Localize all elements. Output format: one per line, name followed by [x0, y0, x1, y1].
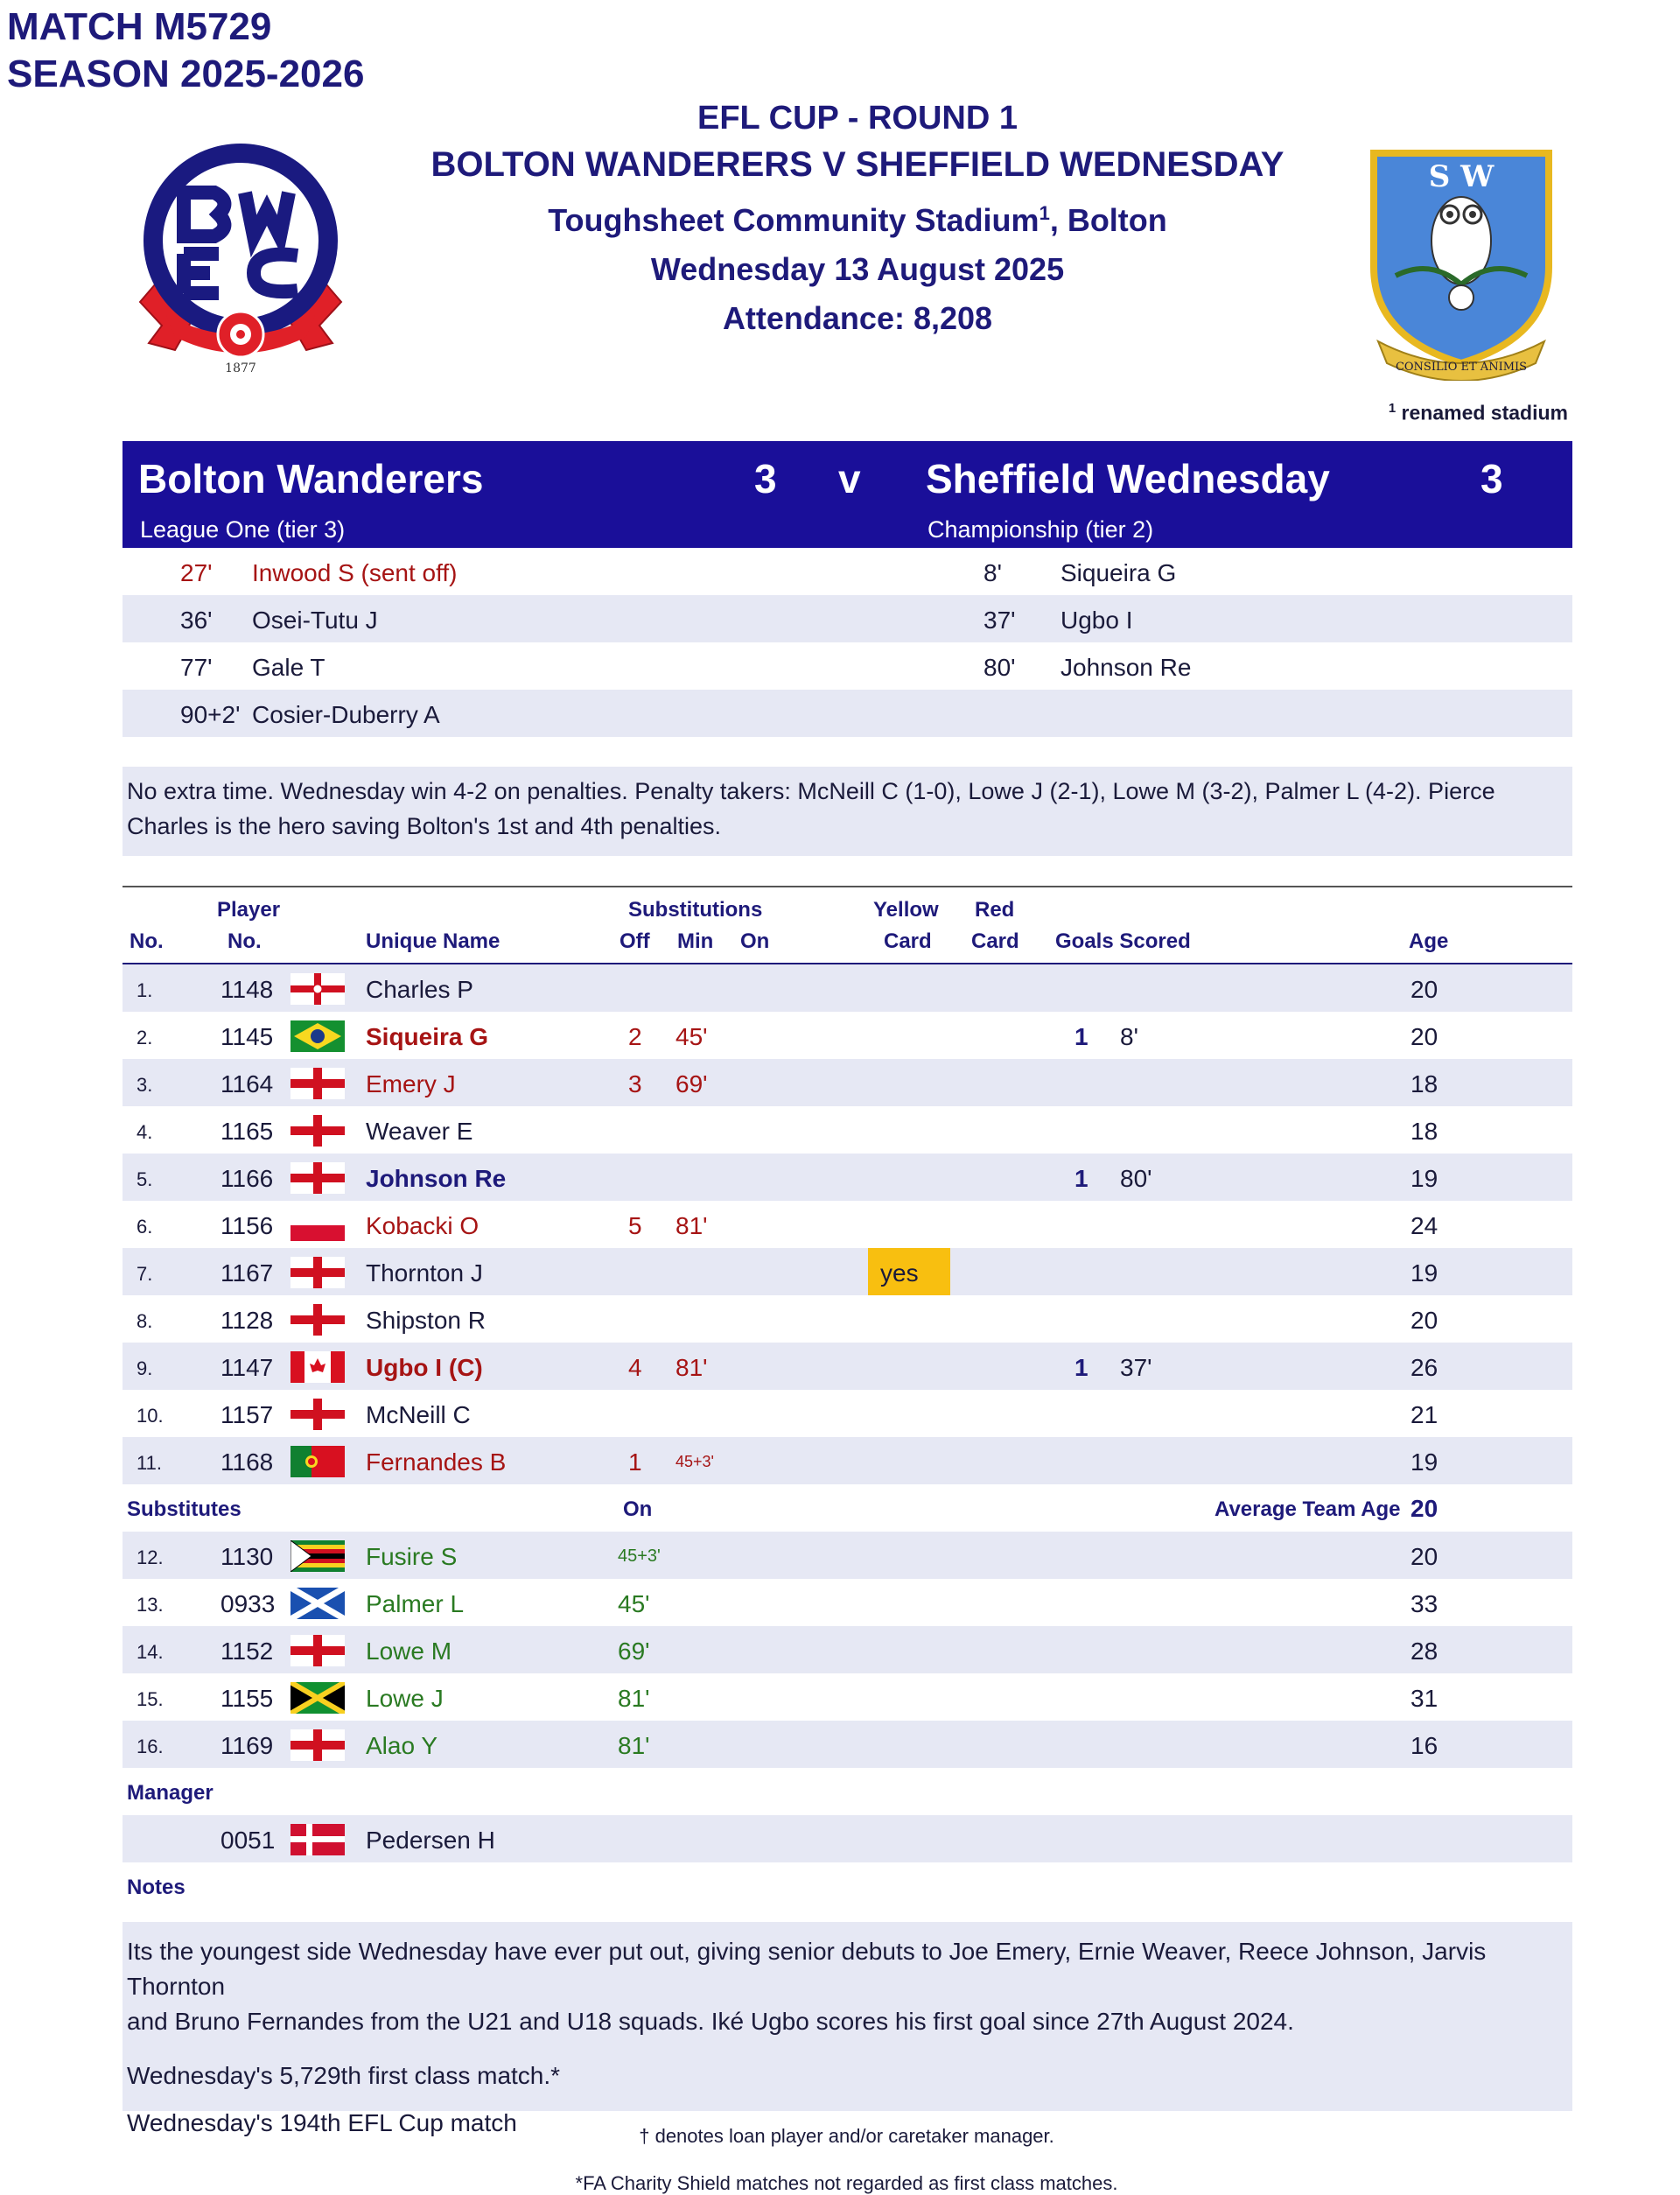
player-name: Thornton J [366, 1259, 483, 1287]
yellow-card-cell [868, 1248, 950, 1295]
player-age: 24 [1410, 1212, 1438, 1239]
col-header-player-no: No. [228, 929, 262, 953]
match-header [7, 4, 364, 98]
player-age: 20 [1410, 1307, 1438, 1334]
shirt-order: 11. [136, 1452, 162, 1474]
player-name: McNeill C [366, 1401, 471, 1428]
shirt-order: 5. [136, 1168, 153, 1190]
player-age: 33 [1410, 1590, 1438, 1617]
scorer-row [122, 595, 1572, 642]
manager-label: Manager [127, 1781, 214, 1805]
summary-line: Charles is the hero saving Bolton's 1st and 4th penalties. [127, 813, 722, 839]
col-header-unique-name: Unique Name [366, 929, 500, 953]
sub-on-minute: 69' [618, 1637, 650, 1665]
shirt-order: 16. [136, 1736, 164, 1757]
player-number: 1156 [220, 1212, 274, 1239]
shirt-order: 2. [136, 1027, 153, 1048]
england-flag-icon [290, 1729, 345, 1761]
versus-label: v [838, 456, 861, 501]
notes-label: Notes [127, 1876, 186, 1899]
player-name: Weaver E [366, 1118, 473, 1145]
col-header-age: Age [1409, 929, 1449, 953]
england-flag-icon [290, 1115, 345, 1147]
brazil-flag-icon [290, 1020, 345, 1052]
scotland-flag-icon [290, 1588, 345, 1619]
footnote-text: renamed stadium [1396, 401, 1568, 424]
starter-row [122, 1154, 1572, 1201]
player-number: 0933 [220, 1590, 276, 1617]
average-age-label: Average Team Age [1214, 1497, 1401, 1521]
england-flag-icon [290, 1068, 345, 1099]
stadium-town: , Bolton [1049, 202, 1167, 238]
away-scorer-name: Ugbo I [1060, 607, 1133, 634]
player-name: Lowe J [366, 1685, 444, 1712]
away-goal-minute: 80' [984, 654, 1016, 681]
goal-minute: 8' [1120, 1023, 1138, 1050]
player-name: Fusire S [366, 1543, 458, 1570]
home-goal-minute: 27' [180, 559, 213, 586]
sub-off-number: 2 [628, 1023, 642, 1050]
stadium-name: Toughsheet Community Stadium [548, 202, 1040, 238]
shirt-order: 15. [136, 1688, 164, 1710]
goals-count: 1 [1074, 1165, 1088, 1192]
shirt-order: 13. [136, 1594, 164, 1616]
player-name: Ugbo I (C) [366, 1354, 483, 1381]
player-age: 19 [1410, 1259, 1438, 1287]
substitute-row [122, 1626, 1572, 1673]
home-goal-minute: 77' [180, 654, 213, 681]
starter-row [122, 1390, 1572, 1437]
portugal-flag-icon [290, 1446, 345, 1477]
home-scorer-name: Cosier-Duberry A [252, 701, 440, 728]
player-number: 1165 [220, 1118, 274, 1145]
away-scorer-name: Johnson Re [1060, 654, 1192, 681]
player-name: Palmer L [366, 1590, 465, 1617]
col-header-no: No. [130, 929, 164, 953]
col-header-yellow: Yellow [873, 898, 939, 922]
col-header-goals: Goals Scored [1055, 929, 1191, 953]
home-scorer-name: Osei-Tutu J [252, 607, 378, 634]
bolton-year: 1877 [225, 361, 256, 375]
swfc-letters: S W [1428, 159, 1494, 194]
col-header-player: Player [217, 898, 281, 922]
loan-footnote: † denotes loan player and/or caretaker manager. [639, 2125, 1054, 2147]
player-age: 20 [1410, 1543, 1438, 1570]
goal-minute: 80' [1120, 1165, 1152, 1192]
substitute-row [122, 1579, 1572, 1626]
notes-line: Its the youngest side Wednesday have ever put out, giving senior debuts to Joe Emery, Ernie Weaver, Reece Johnson, Jarvis Thornton [127, 1938, 1487, 2000]
starter-row [122, 1059, 1572, 1106]
starter-row [122, 1201, 1572, 1248]
player-number: 1130 [220, 1543, 274, 1570]
shirt-order: 9. [136, 1357, 153, 1379]
summary-text [122, 767, 1572, 844]
player-name: Shipston R [366, 1307, 486, 1334]
home-score: 3 [754, 456, 777, 501]
canada-flag-icon [290, 1351, 345, 1383]
bolton-crest-logo [131, 140, 350, 376]
home-goal-minute: 90+2' [180, 701, 241, 728]
shirt-order: 1. [136, 979, 153, 1001]
shirt-order: 4. [136, 1121, 153, 1143]
player-name: Johnson Re [366, 1165, 507, 1192]
swfc-motto: CONSILIO ET ANIMIS [1395, 361, 1528, 374]
stadium-footnote [1389, 401, 1568, 425]
col-header-red: Red [975, 898, 1015, 922]
northern-ireland-flag-icon [290, 973, 345, 1005]
zimbabwe-flag-icon [290, 1540, 345, 1572]
home-league: League One (tier 3) [140, 516, 346, 543]
manager-header [122, 1768, 1572, 1815]
away-score: 3 [1480, 456, 1503, 501]
away-league: Championship (tier 2) [928, 516, 1154, 543]
sub-off-number: 4 [628, 1354, 642, 1381]
player-age: 19 [1410, 1165, 1438, 1192]
shirt-order: 14. [136, 1641, 164, 1663]
match-date: Wednesday 13 August 2025 [650, 251, 1065, 287]
player-age: 19 [1410, 1448, 1438, 1476]
shirt-order: 3. [136, 1074, 153, 1096]
jamaica-flag-icon [290, 1682, 345, 1714]
player-number: 1164 [220, 1070, 274, 1098]
player-age: 20 [1410, 976, 1438, 1003]
season-label: SEASON 2025-2026 [7, 53, 365, 95]
player-number: 1128 [220, 1307, 274, 1334]
sub-on-minute: 81' [618, 1685, 650, 1712]
player-age: 26 [1410, 1354, 1438, 1381]
shirt-order: 6. [136, 1216, 153, 1238]
sub-on-minute: 45' [618, 1590, 650, 1617]
swfc-crest-logo [1361, 144, 1562, 381]
sub-on-minute: 45+3' [618, 1546, 661, 1566]
sub-off-number: 1 [628, 1448, 642, 1476]
shield-footnote: *FA Charity Shield matches not regarded as first class matches. [575, 2172, 1118, 2194]
starter-row [122, 1343, 1572, 1390]
average-age-value: 20 [1410, 1495, 1438, 1522]
goals-count: 1 [1074, 1023, 1088, 1050]
notes-line: Wednesday's 5,729th first class match.* [127, 2062, 561, 2089]
scorer-row [122, 548, 1572, 595]
player-number: 1157 [220, 1401, 274, 1428]
col-header-on: On [740, 929, 770, 953]
notes-line: Wednesday's 194th EFL Cup match [127, 2109, 517, 2136]
starter-row [122, 1248, 1572, 1295]
col-header-yellow-card: Card [884, 929, 932, 953]
match-number: MATCH M5729 [7, 5, 272, 48]
notes-header [122, 1862, 1572, 1910]
table-top-rule [122, 886, 1572, 887]
starter-row [122, 1012, 1572, 1059]
sub-on-label: On [623, 1497, 653, 1521]
player-number: 1148 [220, 976, 274, 1003]
england-flag-icon [290, 1162, 345, 1194]
scorer-row [122, 690, 1572, 737]
substitute-row [122, 1532, 1572, 1579]
home-scorer-name: Inwood S (sent off) [252, 559, 458, 586]
substitute-row [122, 1673, 1572, 1721]
sub-off-minute: 81' [676, 1354, 708, 1381]
away-scorer-name: Siqueira G [1060, 559, 1177, 586]
player-name: Fernandes B [366, 1448, 507, 1476]
player-age: 18 [1410, 1118, 1438, 1145]
col-header-substitutions: Substitutions [628, 898, 763, 922]
player-number: 1145 [220, 1023, 274, 1050]
home-team-name: Bolton Wanderers [138, 456, 484, 501]
goals-count: 1 [1074, 1354, 1088, 1381]
starter-row [122, 1106, 1572, 1154]
scoreline-bar [122, 441, 1572, 548]
shirt-order: 8. [136, 1310, 153, 1332]
player-age: 16 [1410, 1732, 1438, 1759]
substitute-row [122, 1721, 1572, 1768]
player-number: 1155 [220, 1685, 274, 1712]
player-name: Emery J [366, 1070, 456, 1098]
sub-off-minute: 45' [676, 1023, 708, 1050]
player-number: 1166 [220, 1165, 274, 1192]
goal-minute: 37' [1120, 1354, 1152, 1381]
england-flag-icon [290, 1257, 345, 1288]
player-number: 1152 [220, 1637, 274, 1665]
shirt-order: 10. [136, 1405, 164, 1427]
sub-off-minute: 69' [676, 1070, 708, 1098]
sub-off-minute: 81' [676, 1212, 708, 1239]
shirt-order: 12. [136, 1546, 164, 1568]
col-header-red-card: Card [971, 929, 1019, 953]
substitutes-label: Substitutes [127, 1497, 242, 1521]
sub-off-number: 3 [628, 1070, 642, 1098]
shirt-order: 7. [136, 1263, 153, 1285]
starter-row [122, 1295, 1572, 1343]
player-age: 18 [1410, 1070, 1438, 1098]
sub-off-minute: 45+3' [676, 1453, 714, 1470]
england-flag-icon [290, 1399, 345, 1430]
home-goal-minute: 36' [180, 607, 213, 634]
competition-title: EFL CUP - ROUND 1 [697, 100, 1018, 137]
away-goal-minute: 37' [984, 607, 1016, 634]
scorer-row [122, 642, 1572, 690]
sub-on-minute: 81' [618, 1732, 650, 1759]
player-number: 1167 [220, 1259, 274, 1287]
denmark-flag-icon [290, 1824, 345, 1855]
manager-number: 0051 [220, 1827, 276, 1854]
player-name: Charles P [366, 976, 473, 1003]
sub-off-number: 5 [628, 1212, 642, 1239]
player-name: Lowe M [366, 1637, 452, 1665]
match-summary [122, 767, 1572, 856]
starter-row [122, 964, 1572, 1012]
stadium-footnote-marker: 1 [1039, 202, 1050, 224]
player-number: 1147 [220, 1354, 274, 1381]
yellow-card-value: yes [880, 1259, 919, 1287]
england-flag-icon [290, 1304, 345, 1336]
manager-row [122, 1815, 1572, 1862]
attendance: Attendance: 8,208 [722, 300, 993, 336]
col-header-off: Off [620, 929, 650, 953]
notes-line: and Bruno Fernandes from the U21 and U18 squads. Iké Ugbo scores his first goal since 27th August 2024. [127, 2008, 1294, 2035]
starter-row [122, 1437, 1572, 1484]
player-age: 20 [1410, 1023, 1438, 1050]
footnote-marker: 1 [1388, 401, 1396, 416]
england-flag-icon [290, 1635, 345, 1666]
player-age: 31 [1410, 1685, 1438, 1712]
player-number: 1168 [220, 1448, 274, 1476]
player-age: 21 [1410, 1401, 1438, 1428]
col-header-min: Min [677, 929, 714, 953]
away-goal-minute: 8' [984, 559, 1002, 586]
player-number: 1169 [220, 1732, 274, 1759]
fixture-title: BOLTON WANDERERS V SHEFFIELD WEDNESDAY [430, 145, 1284, 184]
summary-line: No extra time. Wednesday win 4-2 on penalties. Penalty takers: McNeill C (1-0), Lowe J (2-1), Lowe M (3-2), Palmer L (4-2). Pierce [127, 778, 1495, 804]
player-name: Alao Y [366, 1732, 438, 1759]
player-name: Kobacki O [366, 1212, 480, 1239]
home-scorer-name: Gale T [252, 654, 326, 681]
manager-name: Pedersen H [366, 1827, 495, 1854]
substitutes-header [122, 1484, 1572, 1532]
poland-flag-icon [290, 1210, 345, 1241]
player-name: Siqueira G [366, 1023, 489, 1050]
away-team-name: Sheffield Wednesday [926, 456, 1330, 501]
player-age: 28 [1410, 1637, 1438, 1665]
